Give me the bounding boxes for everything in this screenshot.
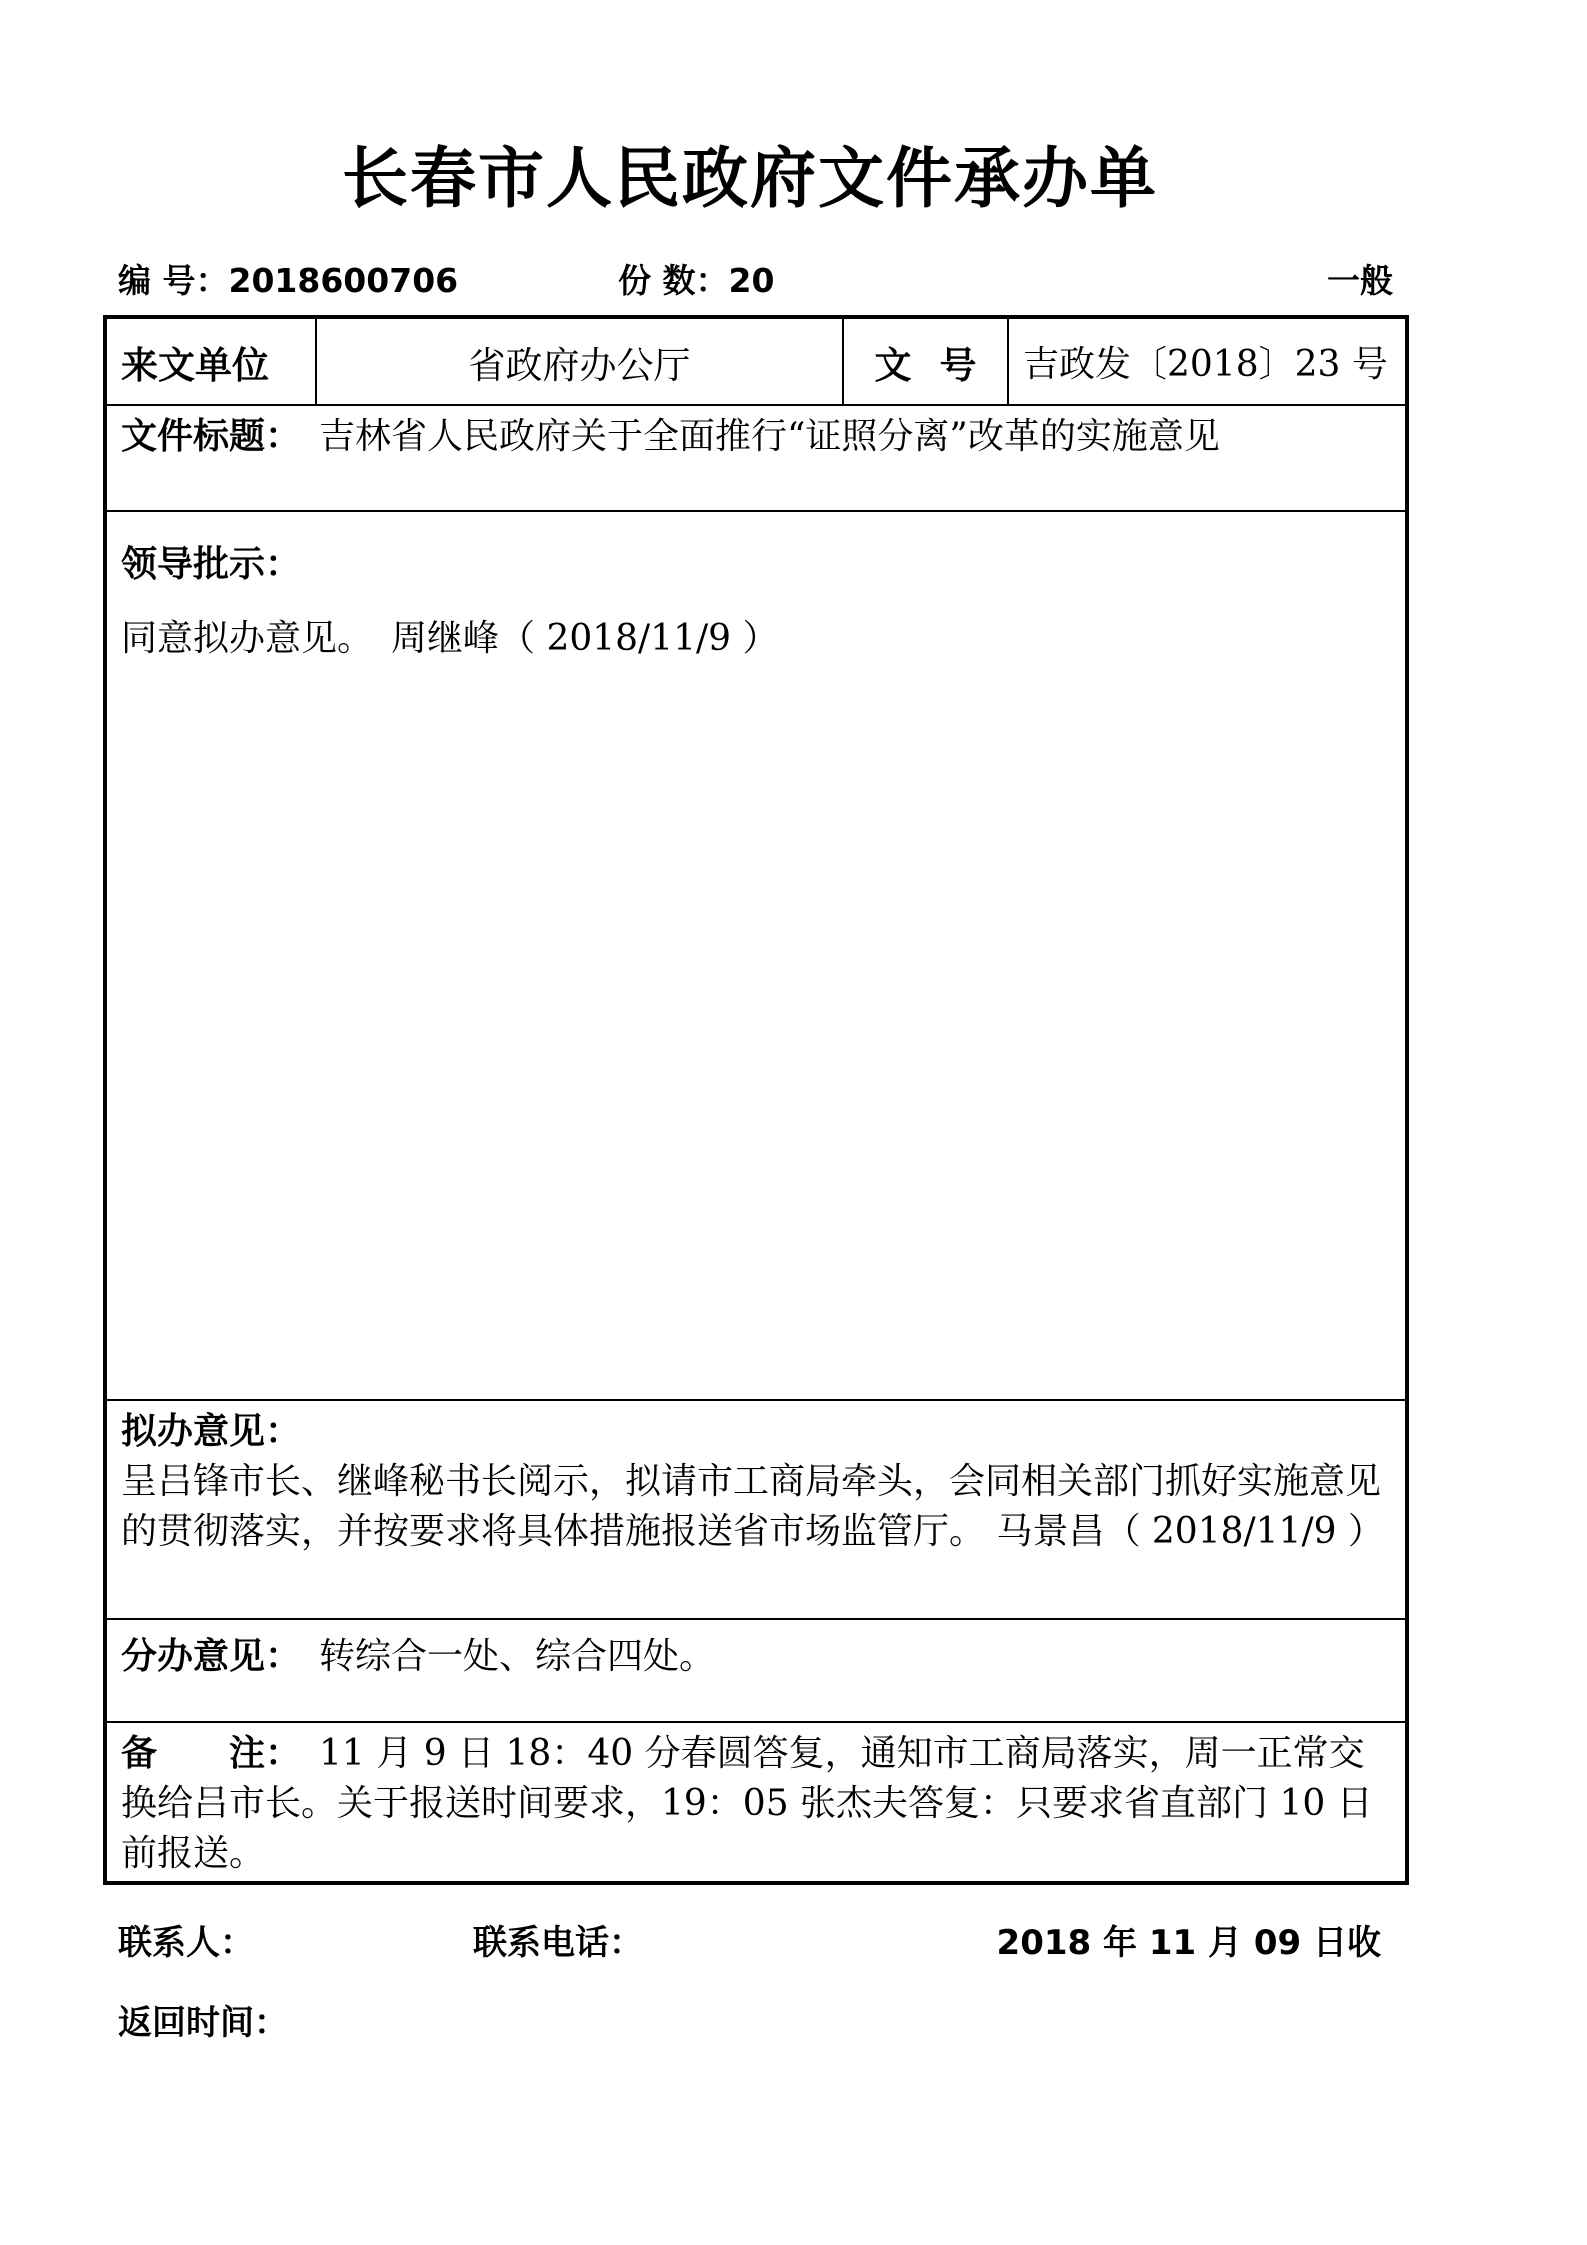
proposal-label: 拟办意见： bbox=[121, 1411, 302, 1452]
source-label: 来文单位 bbox=[107, 319, 317, 404]
proposal-row bbox=[107, 1401, 1405, 1620]
document-number bbox=[118, 255, 458, 302]
proposal-text bbox=[107, 1401, 1405, 1557]
doc-title-label: 文件标题： bbox=[121, 416, 284, 457]
remark-value: 11 月 9 日 18：40 分春圆答复，通知市工商局落实，周一正常交换给吕市长。关于报送时间要求，19：05 张杰夫答复：只要求省直部门 10 日前报送。 bbox=[121, 1733, 1373, 1874]
phone-label: 联系电话： bbox=[473, 1923, 643, 1963]
proposal-value: 呈吕锋市长、继峰秘书长阅示，拟请市工商局牵头，会同相关部门抓好实施意见的贯彻落实，并按要求将具体措施报送省市场监管厅。 马景昌（ 2018/11/9 ） bbox=[121, 1461, 1384, 1552]
copy-count-value: 20 bbox=[728, 261, 775, 300]
footer-return-row bbox=[118, 1995, 1393, 2043]
doc-title-text bbox=[107, 406, 1405, 462]
page-title: 长春市人民政府文件承办单 bbox=[342, 139, 1158, 217]
leader-instruction-text bbox=[107, 512, 1405, 676]
docno-label: 文号 bbox=[844, 319, 1009, 404]
return-time-label: 返回时间： bbox=[118, 2003, 288, 2043]
doc-title-row bbox=[107, 406, 1405, 512]
contact-label: 联系人： bbox=[118, 1923, 254, 1963]
meta-row bbox=[118, 255, 1393, 300]
document-number-label: 编 号： bbox=[118, 261, 229, 300]
footer-contact-row bbox=[118, 1915, 1393, 1963]
distribute-text bbox=[107, 1620, 1405, 1682]
doc-title-value: 吉林省人民政府关于全面推行“证照分离”改革的实施意见 bbox=[319, 416, 1220, 457]
document-number-value: 2018600706 bbox=[228, 261, 459, 300]
remark-label: 备 注： bbox=[121, 1733, 284, 1774]
distribute-label: 分办意见： bbox=[121, 1636, 284, 1677]
received-date: 2018 年 11 月 09 日收 bbox=[996, 1923, 1381, 1963]
leader-instruction-value: 同意拟办意见。 周继峰（ 2018/11/9 ） bbox=[121, 618, 779, 659]
copy-count-label: 份 数： bbox=[618, 261, 729, 300]
remark-row bbox=[107, 1723, 1405, 1885]
processing-form-table bbox=[103, 315, 1409, 1885]
remark-text bbox=[107, 1723, 1405, 1879]
docno-value: 吉政发〔2018〕23 号 bbox=[1023, 344, 1388, 385]
source-value: 省政府办公厅 bbox=[317, 319, 844, 404]
urgency-level: 一般 bbox=[1327, 261, 1393, 300]
copy-count bbox=[618, 255, 774, 302]
distribute-row bbox=[107, 1620, 1405, 1723]
distribute-value: 转综合一处、综合四处。 bbox=[319, 1636, 716, 1677]
leader-instruction-label: 领导批示： bbox=[121, 544, 302, 585]
leader-instruction-row bbox=[107, 512, 1405, 1401]
source-row bbox=[107, 319, 1405, 406]
